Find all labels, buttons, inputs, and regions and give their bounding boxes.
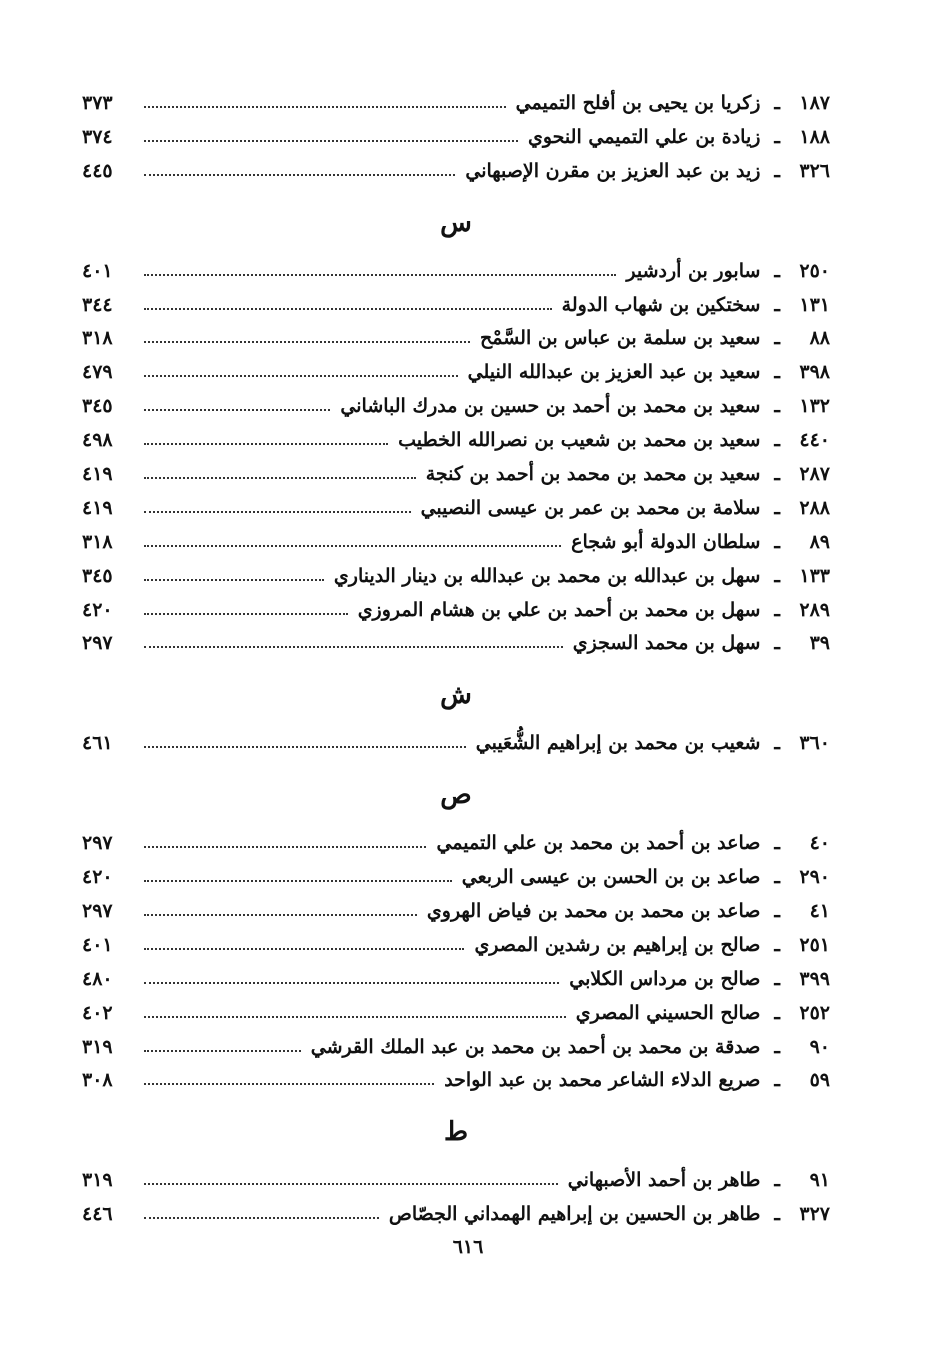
index-list (82, 86, 830, 1231)
entry-separator: ـ (774, 1069, 780, 1092)
entry-page: ٤٤٦ (82, 1203, 113, 1226)
entry-name: زيد بن عبد العزيز بن مقرن الإصبهاني (465, 159, 761, 182)
entry-name: سعيد بن محمد بن شعيب بن نصرالله الخطيب (398, 429, 761, 452)
entry-page: ٤٢٠ (82, 598, 113, 621)
entry-number: ٣٢٧ (799, 1203, 830, 1226)
entry-separator: ـ (774, 462, 780, 485)
entry-page: ٢٩٧ (82, 832, 113, 855)
entry-number: ١٣٢ (799, 395, 830, 418)
entry-separator: ـ (774, 564, 780, 587)
entry-number: ١٣٣ (799, 564, 830, 587)
entry-number: ١٣١ (799, 293, 830, 316)
entry-separator: ـ (774, 1169, 780, 1192)
entry-page: ٣١٩ (82, 1035, 113, 1058)
index-entry (82, 1063, 830, 1097)
index-entry (82, 86, 830, 120)
entry-page: ٤٦١ (82, 732, 113, 755)
dot-leader (144, 1050, 301, 1052)
dot-leader (144, 1083, 434, 1085)
entry-name: صاعد بن محمد بن محمد بن فياض الهروي (426, 899, 761, 922)
entry-number: ٢٥٢ (799, 1001, 830, 1024)
entry-name: طاهر بن الحسين بن إبراهيم الهمداني الجصّاص (388, 1203, 761, 1226)
entry-separator: ـ (774, 933, 780, 956)
entry-page: ٣٠٨ (82, 1069, 113, 1092)
index-entry (82, 626, 830, 660)
dot-leader (144, 274, 616, 276)
index-entry (82, 996, 830, 1030)
index-entry (82, 726, 830, 760)
entry-separator: ـ (774, 967, 780, 990)
entry-number: ٣٩ (809, 632, 830, 655)
entry-name: سابور بن أردشير (626, 259, 761, 282)
entry-page: ٤٨٠ (82, 967, 113, 990)
entry-separator: ـ (774, 395, 780, 418)
index-entry (82, 860, 830, 894)
index-entry (82, 593, 830, 627)
entry-page: ٣٤٥ (82, 395, 113, 418)
entry-page: ٤٠١ (82, 933, 113, 956)
entry-page: ٤٠١ (82, 259, 113, 282)
entry-page: ٣٧٤ (82, 125, 113, 148)
entry-separator: ـ (774, 327, 780, 350)
entry-name: سعيد بن محمد بن محمد بن أحمد بن كنجة (425, 462, 761, 485)
dot-leader (144, 746, 466, 748)
dot-leader (144, 846, 426, 848)
section-letter: ص (440, 780, 472, 811)
index-entry (82, 288, 830, 322)
index-entry (82, 321, 830, 355)
entry-name: سلامة بن محمد بن عمر بن عيسى النصيبي (420, 496, 761, 519)
entry-number: ٣٦٠ (799, 732, 830, 755)
entry-name: سهل بن عبدالله بن محمد بن عبدالله بن دينار الديناري (333, 564, 761, 587)
dot-leader (144, 914, 417, 916)
entry-separator: ـ (774, 1203, 780, 1226)
index-entry (82, 423, 830, 457)
page-number: ٦١٦ (452, 1236, 484, 1258)
entry-number: ٥٩ (809, 1069, 830, 1092)
entry-page: ٣١٩ (82, 1169, 113, 1192)
index-entry (82, 120, 830, 154)
entry-name: سختكين بن شهاب الدولة (561, 293, 761, 316)
dot-leader (144, 1183, 558, 1185)
entry-separator: ـ (774, 91, 780, 114)
dot-leader (144, 511, 411, 513)
entry-separator: ـ (774, 293, 780, 316)
entry-page: ٤٤٥ (82, 159, 113, 182)
entry-name: صاعد بن بن الحسن بن عيسى الربعي (461, 866, 761, 889)
section-letter: س (440, 207, 472, 238)
index-entry (82, 154, 830, 188)
entry-name: صالح بن مرداس الكلابي (569, 967, 761, 990)
index-entry (82, 491, 830, 525)
entry-number: ٣٩٨ (799, 361, 830, 384)
entry-name: صريع الدلاء الشاعر محمد بن عبد الواحد (444, 1069, 761, 1092)
entry-number: ٢٥٠ (799, 259, 830, 282)
entry-separator: ـ (774, 361, 780, 384)
entry-name: صالح بن إبراهيم بن رشدين المصري (474, 933, 761, 956)
dot-leader (144, 579, 324, 581)
index-entry (82, 962, 830, 996)
entry-name: صاعد بن أحمد بن محمد بن علي التميمي (436, 832, 761, 855)
index-entry (82, 254, 830, 288)
dot-leader (144, 545, 561, 547)
dot-leader (144, 948, 464, 950)
entry-separator: ـ (774, 1035, 780, 1058)
entry-name: سعيد بن عبد العزيز بن عبدالله النيلي (467, 361, 761, 384)
entry-number: ٢٩٠ (799, 866, 830, 889)
entry-separator: ـ (774, 259, 780, 282)
entry-name: طاهر بن أحمد الأصبهاني (567, 1169, 761, 1192)
entry-page: ٢٩٧ (82, 632, 113, 655)
entry-name: سعيد بن محمد بن أحمد بن حسين بن مدرك الباشاني (340, 395, 761, 418)
entry-number: ٢٨٧ (799, 462, 830, 485)
index-entry (82, 928, 830, 962)
entry-separator: ـ (774, 1001, 780, 1024)
dot-leader (144, 106, 506, 108)
dot-leader (144, 308, 552, 310)
dot-leader (144, 443, 388, 445)
entry-number: ٣٩٩ (799, 967, 830, 990)
dot-leader (144, 982, 559, 984)
entry-number: ٨٩ (809, 530, 830, 553)
dot-leader (144, 140, 518, 142)
entry-number: ٣٢٦ (799, 159, 830, 182)
entry-page: ٣٤٥ (82, 564, 113, 587)
entry-name: صدقة بن محمد بن أحمد بن محمد بن عبد الملك القرشي (310, 1035, 761, 1058)
entry-page: ٤٠٢ (82, 1001, 113, 1024)
entry-page: ٤٧٩ (82, 361, 113, 384)
entry-page: ٤١٩ (82, 462, 113, 485)
dot-leader (144, 613, 348, 615)
entry-name: سعيد بن سلمة بن عباس بن السَّمْح (479, 327, 761, 350)
index-entry (82, 1030, 830, 1064)
entry-separator: ـ (774, 159, 780, 182)
entry-name: زيادة بن علي التميمي النحوي (527, 125, 761, 148)
entry-number: ٩٠ (809, 1035, 830, 1058)
entry-page: ٢٩٧ (82, 899, 113, 922)
dot-leader (144, 375, 458, 377)
entry-name: سهل بن محمد بن أحمد بن علي بن هشام المروزي (357, 598, 761, 621)
index-entry (82, 355, 830, 389)
entry-number: ٤٠ (809, 832, 830, 855)
entry-number: ٤٤٠ (799, 429, 830, 452)
index-entry (82, 389, 830, 423)
entry-separator: ـ (774, 530, 780, 553)
entry-number: ٨٨ (809, 327, 830, 350)
entry-page: ٤٩٨ (82, 429, 113, 452)
entry-page: ٣٤٤ (82, 293, 113, 316)
entry-number: ١٨٧ (799, 91, 830, 114)
entry-separator: ـ (774, 632, 780, 655)
entry-number: ٢٨٨ (799, 496, 830, 519)
entry-page: ٣١٨ (82, 327, 113, 350)
entry-separator: ـ (774, 429, 780, 452)
index-entry (82, 1197, 830, 1231)
dot-leader (144, 1217, 379, 1219)
entry-separator: ـ (774, 125, 780, 148)
entry-number: ٤١ (809, 899, 830, 922)
entry-page: ٣٧٣ (82, 91, 113, 114)
index-entry (82, 457, 830, 491)
entry-number: ١٨٨ (799, 125, 830, 148)
entry-name: سهل بن محمد السجزي (572, 632, 761, 655)
entry-separator: ـ (774, 866, 780, 889)
entry-name: صالح الحسيني المصري (575, 1001, 761, 1024)
entry-separator: ـ (774, 496, 780, 519)
entry-page: ٤٢٠ (82, 866, 113, 889)
index-entry (82, 559, 830, 593)
entry-number: ٢٥١ (799, 933, 830, 956)
dot-leader (144, 646, 563, 648)
entry-name: سلطان الدولة أبو شجاع (571, 530, 761, 553)
dot-leader (144, 341, 470, 343)
index-entry (82, 826, 830, 860)
entry-separator: ـ (774, 598, 780, 621)
entry-page: ٤١٩ (82, 496, 113, 519)
entry-page: ٣١٨ (82, 530, 113, 553)
section-letter: ط (443, 1117, 469, 1148)
dot-leader (144, 174, 455, 176)
entry-separator: ـ (774, 832, 780, 855)
index-entry (82, 1163, 830, 1197)
entry-separator: ـ (774, 732, 780, 755)
entry-name: زكريا بن يحيى بن أفلح التميمي (515, 91, 761, 114)
dot-leader (144, 409, 330, 411)
section-letter: ش (440, 680, 472, 711)
entry-separator: ـ (774, 899, 780, 922)
index-entry (82, 525, 830, 559)
dot-leader (144, 477, 416, 479)
dot-leader (144, 880, 452, 882)
entry-number: ٢٨٩ (799, 598, 830, 621)
dot-leader (144, 1016, 566, 1018)
entry-name: شعيب بن محمد بن إبراهيم الشُّعَيبي (475, 732, 761, 755)
entry-number: ٩١ (809, 1169, 830, 1192)
index-entry (82, 894, 830, 928)
